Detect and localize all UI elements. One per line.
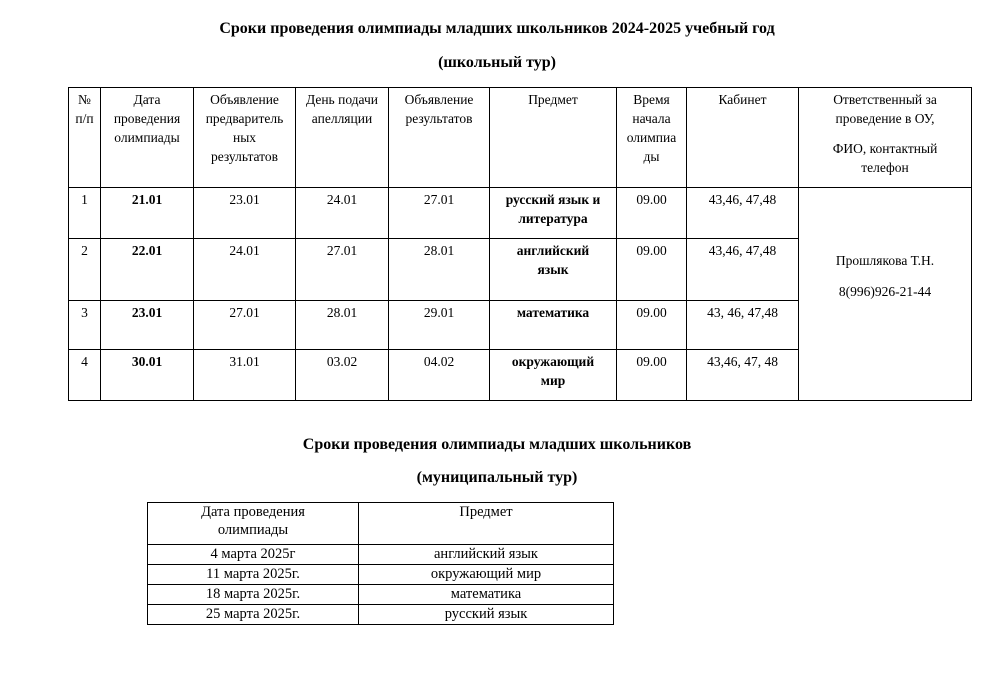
cell-num: 1 <box>69 188 101 239</box>
table-header-row <box>148 503 614 545</box>
header-prelim: Объявление предваритель ных результатов <box>194 88 296 188</box>
responsible-name: Прошлякова Т.Н. <box>835 253 935 268</box>
cell-appeal: 24.01 <box>296 188 389 239</box>
municipal-subtitle: (муниципальный тур) <box>416 469 578 486</box>
table-row <box>148 585 614 605</box>
cell-date: 21.01 <box>101 188 194 239</box>
cell-appeal: 28.01 <box>296 301 389 350</box>
cell-time: 09.00 <box>617 239 687 301</box>
cell-time: 09.00 <box>617 301 687 350</box>
cell-prelim: 23.01 <box>194 188 296 239</box>
cell-responsible <box>799 188 972 401</box>
cell-appeal: 03.02 <box>296 350 389 401</box>
cell-prelim: 27.01 <box>194 301 296 350</box>
cell-num: 4 <box>69 350 101 401</box>
cell-subject: русский язык <box>359 605 614 625</box>
cell-room: 43,46, 47, 48 <box>687 350 799 401</box>
cell-subject: английский язык <box>490 239 617 301</box>
school-subtitle: (школьный тур) <box>438 54 556 71</box>
header-subject: Предмет <box>490 88 617 188</box>
header-responsible: Ответственный за проведение в ОУ, ФИО, контактный телефон <box>799 88 972 188</box>
school-schedule-table <box>68 87 972 401</box>
cell-prelim: 31.01 <box>194 350 296 401</box>
cell-appeal: 27.01 <box>296 239 389 301</box>
cell-date: 11 марта 2025г. <box>148 565 359 585</box>
school-title: Сроки проведения олимпиады младших школьников 2024-2025 учебный год <box>219 20 775 37</box>
cell-date: 18 марта 2025г. <box>148 585 359 605</box>
cell-room: 43,46, 47,48 <box>687 188 799 239</box>
table-header-row <box>69 88 972 188</box>
header-time: Время начала олимпиа ды <box>617 88 687 188</box>
cell-num: 3 <box>69 301 101 350</box>
cell-results: 29.01 <box>389 301 490 350</box>
table-row <box>148 545 614 565</box>
header-appeal: День подачи апелляции <box>296 88 389 188</box>
table-row <box>69 188 972 239</box>
table-row <box>148 605 614 625</box>
cell-results: 04.02 <box>389 350 490 401</box>
header-date: Дата проведения олимпиады <box>101 88 194 188</box>
cell-results: 27.01 <box>389 188 490 239</box>
cell-subject: русский язык и литература <box>490 188 617 239</box>
cell-subject: математика <box>359 585 614 605</box>
header-results: Объявление результатов <box>389 88 490 188</box>
table-row <box>148 565 614 585</box>
cell-subject: математика <box>490 301 617 350</box>
cell-time: 09.00 <box>617 350 687 401</box>
cell-time: 09.00 <box>617 188 687 239</box>
cell-date: 22.01 <box>101 239 194 301</box>
cell-date: 25 марта 2025г. <box>148 605 359 625</box>
cell-date: 23.01 <box>101 301 194 350</box>
header-num: № п/п <box>69 88 101 188</box>
responsible-phone: 8(996)926-21-44 <box>838 284 932 299</box>
cell-room: 43, 46, 47,48 <box>687 301 799 350</box>
header-room: Кабинет <box>687 88 799 188</box>
cell-num: 2 <box>69 239 101 301</box>
header-subject: Предмет <box>359 503 614 545</box>
cell-results: 28.01 <box>389 239 490 301</box>
municipal-title: Сроки проведения олимпиады младших школьников <box>302 436 692 453</box>
cell-date: 30.01 <box>101 350 194 401</box>
cell-date: 4 марта 2025г <box>148 545 359 565</box>
cell-subject: английский язык <box>359 545 614 565</box>
cell-subject: окружающий мир <box>359 565 614 585</box>
cell-prelim: 24.01 <box>194 239 296 301</box>
cell-room: 43,46, 47,48 <box>687 239 799 301</box>
municipal-schedule-table <box>147 502 614 625</box>
cell-subject: окружающий мир <box>490 350 617 401</box>
header-date: Дата проведения олимпиады <box>148 503 359 545</box>
